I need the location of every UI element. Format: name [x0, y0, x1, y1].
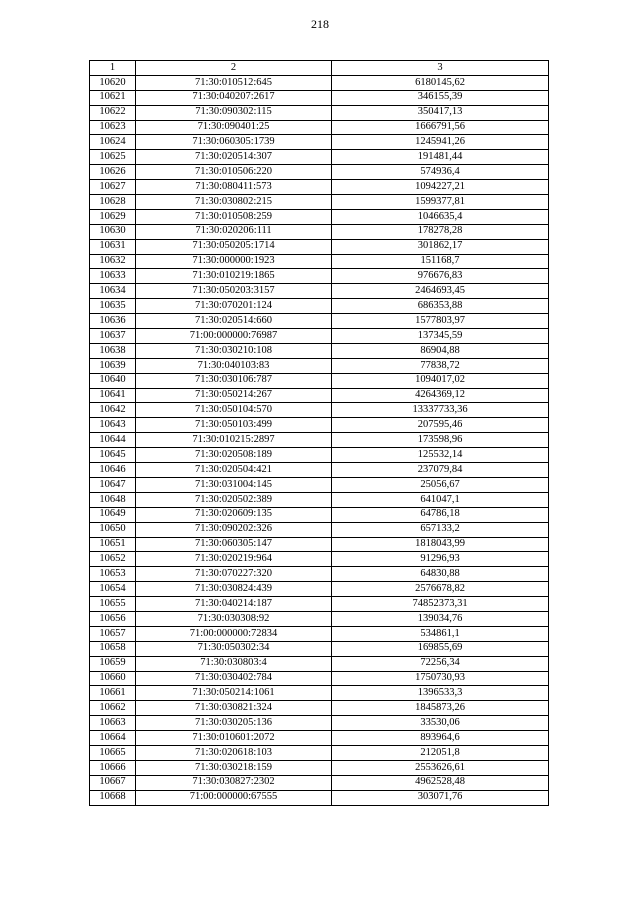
value-cell: 237079,84 — [332, 463, 549, 478]
table-row — [90, 716, 549, 731]
row-number-cell: 10642 — [90, 403, 136, 418]
table-row — [90, 120, 549, 135]
cadastral-number-cell: 71:30:010219:1865 — [136, 269, 332, 284]
cadastral-number-cell: 71:30:050103:499 — [136, 418, 332, 433]
cadastral-number-cell: 71:30:050214:1061 — [136, 686, 332, 701]
table-row — [90, 522, 549, 537]
row-number-cell: 10631 — [90, 239, 136, 254]
value-cell: 74852373,31 — [332, 597, 549, 612]
cadastral-number-cell: 71:00:000000:72834 — [136, 626, 332, 641]
value-cell: 641047,1 — [332, 492, 549, 507]
table-row — [90, 343, 549, 358]
cadastral-number-cell: 71:30:060305:1739 — [136, 135, 332, 150]
table-row — [90, 492, 549, 507]
cadastral-number-cell: 71:30:030802:215 — [136, 195, 332, 210]
value-cell: 534861,1 — [332, 626, 549, 641]
row-number-cell: 10633 — [90, 269, 136, 284]
table-row — [90, 329, 549, 344]
value-cell: 64786,18 — [332, 507, 549, 522]
cadastral-number-cell: 71:30:040214:187 — [136, 597, 332, 612]
row-number-cell: 10655 — [90, 597, 136, 612]
cadastral-number-cell: 71:30:030210:108 — [136, 343, 332, 358]
cadastral-number-cell: 71:30:050214:267 — [136, 388, 332, 403]
row-number-cell: 10646 — [90, 463, 136, 478]
cadastral-number-cell: 71:30:060305:147 — [136, 537, 332, 552]
cadastral-number-cell: 71:30:020618:103 — [136, 745, 332, 760]
row-number-cell: 10621 — [90, 90, 136, 105]
row-number-cell: 10624 — [90, 135, 136, 150]
table-row — [90, 790, 549, 805]
cadastral-number-cell: 71:30:030821:324 — [136, 701, 332, 716]
value-cell: 72256,34 — [332, 656, 549, 671]
value-cell: 657133,2 — [332, 522, 549, 537]
table-row — [90, 239, 549, 254]
table-row — [90, 745, 549, 760]
value-cell: 169855,69 — [332, 641, 549, 656]
cadastral-number-cell: 71:30:080411:573 — [136, 180, 332, 195]
table-row — [90, 150, 549, 165]
value-cell: 13337733,36 — [332, 403, 549, 418]
table-row — [90, 611, 549, 626]
value-cell: 346155,39 — [332, 90, 549, 105]
table-row — [90, 269, 549, 284]
table-body — [90, 75, 549, 805]
cadastral-number-cell: 71:30:010215:2897 — [136, 433, 332, 448]
cadastral-number-cell: 71:30:030824:439 — [136, 582, 332, 597]
cadastral-number-cell: 71:30:010512:645 — [136, 75, 332, 90]
cadastral-number-cell: 71:30:030218:159 — [136, 760, 332, 775]
value-cell: 976676,83 — [332, 269, 549, 284]
value-cell: 178278,28 — [332, 224, 549, 239]
cadastral-number-cell: 71:30:070201:124 — [136, 299, 332, 314]
cadastral-number-cell: 71:30:030205:136 — [136, 716, 332, 731]
row-number-cell: 10659 — [90, 656, 136, 671]
cadastral-number-cell: 71:30:020219:964 — [136, 552, 332, 567]
cadastral-number-cell: 71:30:040103:83 — [136, 358, 332, 373]
table-row — [90, 448, 549, 463]
table-row — [90, 388, 549, 403]
row-number-cell: 10666 — [90, 760, 136, 775]
value-cell: 574936,4 — [332, 165, 549, 180]
table-row — [90, 671, 549, 686]
row-number-cell: 10623 — [90, 120, 136, 135]
value-cell: 86904,88 — [332, 343, 549, 358]
value-cell: 139034,76 — [332, 611, 549, 626]
row-number-cell: 10653 — [90, 567, 136, 582]
value-cell: 1818043,99 — [332, 537, 549, 552]
table-row — [90, 195, 549, 210]
column-header-3: 3 — [332, 61, 549, 76]
cadastral-number-cell: 71:30:050302:34 — [136, 641, 332, 656]
table-row — [90, 373, 549, 388]
value-cell: 64830,88 — [332, 567, 549, 582]
table-row — [90, 537, 549, 552]
row-number-cell: 10625 — [90, 150, 136, 165]
value-cell: 1666791,56 — [332, 120, 549, 135]
value-cell: 2576678,82 — [332, 582, 549, 597]
cadastral-number-cell: 71:30:010601:2072 — [136, 731, 332, 746]
table-row — [90, 641, 549, 656]
cadastral-number-cell: 71:00:000000:76987 — [136, 329, 332, 344]
row-number-cell: 10647 — [90, 477, 136, 492]
row-number-cell: 10622 — [90, 105, 136, 120]
table-row — [90, 567, 549, 582]
row-number-cell: 10628 — [90, 195, 136, 210]
value-cell: 1750730,93 — [332, 671, 549, 686]
row-number-cell: 10627 — [90, 180, 136, 195]
row-number-cell: 10636 — [90, 314, 136, 329]
cadastral-number-cell: 71:30:010506:220 — [136, 165, 332, 180]
cadastral-number-cell: 71:30:030308:92 — [136, 611, 332, 626]
row-number-cell: 10635 — [90, 299, 136, 314]
row-number-cell: 10664 — [90, 731, 136, 746]
cadastral-number-cell: 71:30:020609:135 — [136, 507, 332, 522]
cadastral-number-cell: 71:30:050203:3157 — [136, 284, 332, 299]
value-cell: 2553626,61 — [332, 760, 549, 775]
table-row — [90, 254, 549, 269]
row-number-cell: 10649 — [90, 507, 136, 522]
value-cell: 301862,17 — [332, 239, 549, 254]
row-number-cell: 10630 — [90, 224, 136, 239]
cadastral-number-cell: 71:30:000000:1923 — [136, 254, 332, 269]
row-number-cell: 10634 — [90, 284, 136, 299]
cadastral-number-cell: 71:30:020514:307 — [136, 150, 332, 165]
table-row — [90, 165, 549, 180]
row-number-cell: 10643 — [90, 418, 136, 433]
cadastral-number-cell: 71:30:020504:421 — [136, 463, 332, 478]
table-row — [90, 597, 549, 612]
cadastral-number-cell: 71:30:050104:570 — [136, 403, 332, 418]
table-row — [90, 433, 549, 448]
cadastral-value-table — [89, 60, 549, 806]
table-row — [90, 90, 549, 105]
row-number-cell: 10638 — [90, 343, 136, 358]
cadastral-number-cell: 71:30:090202:326 — [136, 522, 332, 537]
value-cell: 91296,93 — [332, 552, 549, 567]
row-number-cell: 10665 — [90, 745, 136, 760]
value-cell: 1599377,81 — [332, 195, 549, 210]
value-cell: 191481,44 — [332, 150, 549, 165]
row-number-cell: 10661 — [90, 686, 136, 701]
value-cell: 1094227,21 — [332, 180, 549, 195]
cadastral-number-cell: 71:30:090401:25 — [136, 120, 332, 135]
cadastral-number-cell: 71:30:020206:111 — [136, 224, 332, 239]
row-number-cell: 10657 — [90, 626, 136, 641]
cadastral-number-cell: 71:30:030827:2302 — [136, 775, 332, 790]
row-number-cell: 10651 — [90, 537, 136, 552]
cadastral-number-cell: 71:30:020508:189 — [136, 448, 332, 463]
value-cell: 1245941,26 — [332, 135, 549, 150]
row-number-cell: 10645 — [90, 448, 136, 463]
value-cell: 125532,14 — [332, 448, 549, 463]
table-row — [90, 358, 549, 373]
value-cell: 173598,96 — [332, 433, 549, 448]
value-cell: 25056,67 — [332, 477, 549, 492]
value-cell: 1396533,3 — [332, 686, 549, 701]
value-cell: 1845873,26 — [332, 701, 549, 716]
row-number-cell: 10663 — [90, 716, 136, 731]
row-number-cell: 10626 — [90, 165, 136, 180]
page-number: 218 — [311, 17, 329, 31]
value-cell: 893964,6 — [332, 731, 549, 746]
value-cell: 303071,76 — [332, 790, 549, 805]
table-row — [90, 626, 549, 641]
value-cell: 33530,06 — [332, 716, 549, 731]
table-row — [90, 656, 549, 671]
table-row — [90, 284, 549, 299]
table-row — [90, 552, 549, 567]
row-number-cell: 10637 — [90, 329, 136, 344]
table-row — [90, 477, 549, 492]
table-row — [90, 507, 549, 522]
header-row — [90, 61, 549, 76]
table-row — [90, 775, 549, 790]
row-number-cell: 10641 — [90, 388, 136, 403]
row-number-cell: 10639 — [90, 358, 136, 373]
cadastral-number-cell: 71:30:030106:787 — [136, 373, 332, 388]
table-row — [90, 314, 549, 329]
table-row — [90, 760, 549, 775]
table-header — [90, 61, 549, 76]
value-cell: 686353,88 — [332, 299, 549, 314]
table-row — [90, 75, 549, 90]
value-cell: 77838,72 — [332, 358, 549, 373]
row-number-cell: 10668 — [90, 790, 136, 805]
cadastral-number-cell: 71:30:030803:4 — [136, 656, 332, 671]
row-number-cell: 10656 — [90, 611, 136, 626]
cadastral-number-cell: 71:30:070227:320 — [136, 567, 332, 582]
row-number-cell: 10648 — [90, 492, 136, 507]
row-number-cell: 10644 — [90, 433, 136, 448]
cadastral-number-cell: 71:30:020502:389 — [136, 492, 332, 507]
cadastral-number-cell: 71:30:090302:115 — [136, 105, 332, 120]
table-row — [90, 299, 549, 314]
cadastral-number-cell: 71:30:010508:259 — [136, 209, 332, 224]
table-row — [90, 224, 549, 239]
value-cell: 1094017,02 — [332, 373, 549, 388]
value-cell: 1577803,97 — [332, 314, 549, 329]
cadastral-number-cell: 71:30:050205:1714 — [136, 239, 332, 254]
row-number-cell: 10660 — [90, 671, 136, 686]
table-row — [90, 403, 549, 418]
column-header-2: 2 — [136, 61, 332, 76]
row-number-cell: 10658 — [90, 641, 136, 656]
table-row — [90, 209, 549, 224]
table-row — [90, 582, 549, 597]
table-row — [90, 686, 549, 701]
row-number-cell: 10650 — [90, 522, 136, 537]
table-row — [90, 731, 549, 746]
table-row — [90, 701, 549, 716]
table-row — [90, 105, 549, 120]
cadastral-number-cell: 71:30:031004:145 — [136, 477, 332, 492]
row-number-cell: 10652 — [90, 552, 136, 567]
row-number-cell: 10632 — [90, 254, 136, 269]
table-row — [90, 135, 549, 150]
value-cell: 212051,8 — [332, 745, 549, 760]
row-number-cell: 10629 — [90, 209, 136, 224]
row-number-cell: 10620 — [90, 75, 136, 90]
row-number-cell: 10640 — [90, 373, 136, 388]
row-number-cell: 10662 — [90, 701, 136, 716]
table-row — [90, 463, 549, 478]
row-number-cell: 10667 — [90, 775, 136, 790]
value-cell: 1046635,4 — [332, 209, 549, 224]
value-cell: 6180145,62 — [332, 75, 549, 90]
cadastral-number-cell: 71:30:040207:2617 — [136, 90, 332, 105]
table-row — [90, 180, 549, 195]
value-cell: 4962528,48 — [332, 775, 549, 790]
value-cell: 2464693,45 — [332, 284, 549, 299]
value-cell: 137345,59 — [332, 329, 549, 344]
cadastral-number-cell: 71:30:020514:660 — [136, 314, 332, 329]
table-row — [90, 418, 549, 433]
value-cell: 151168,7 — [332, 254, 549, 269]
column-header-1: 1 — [90, 61, 136, 76]
value-cell: 4264369,12 — [332, 388, 549, 403]
row-number-cell: 10654 — [90, 582, 136, 597]
value-cell: 207595,46 — [332, 418, 549, 433]
value-cell: 350417,13 — [332, 105, 549, 120]
cadastral-number-cell: 71:00:000000:67555 — [136, 790, 332, 805]
cadastral-number-cell: 71:30:030402:784 — [136, 671, 332, 686]
